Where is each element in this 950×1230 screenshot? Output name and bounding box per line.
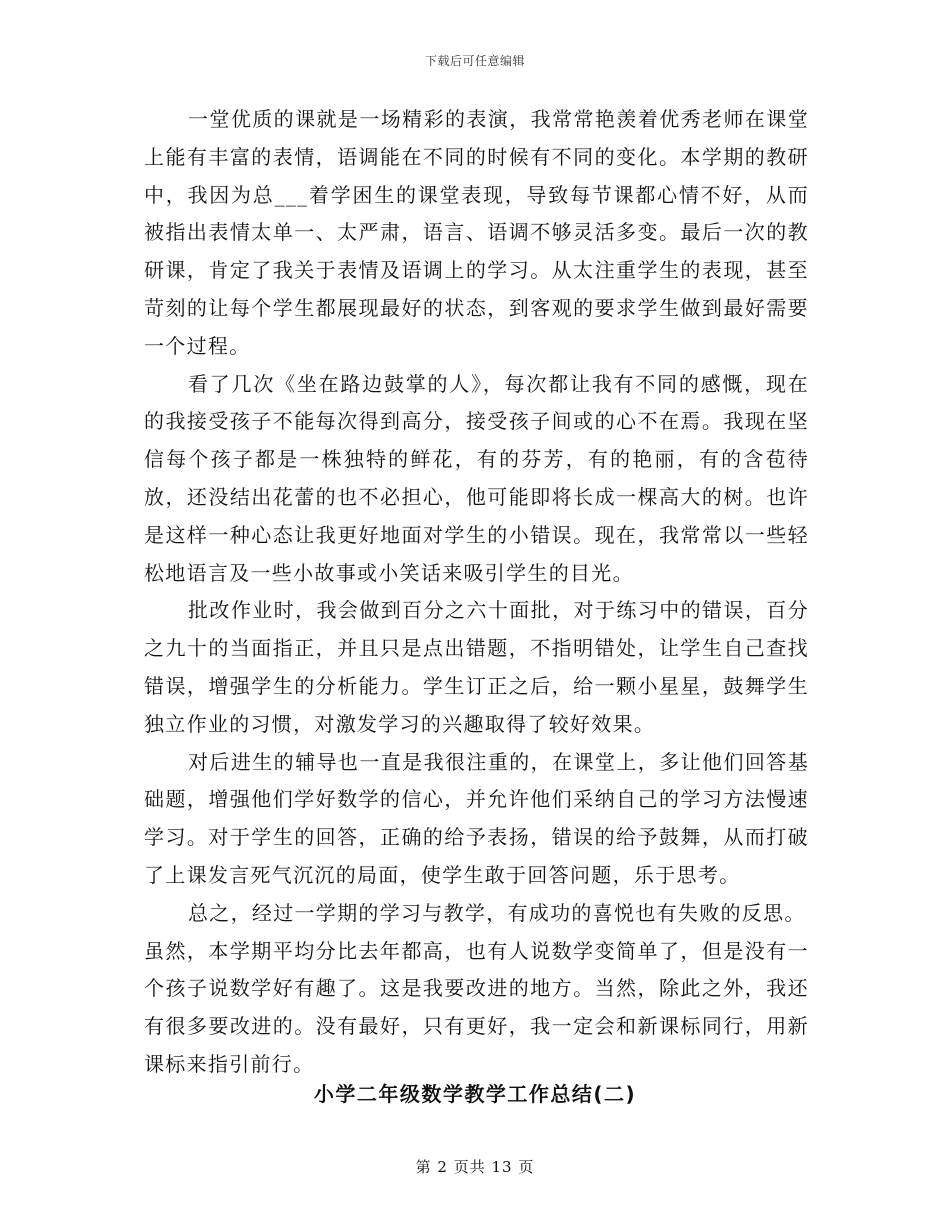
document-body — [144, 101, 809, 1084]
paragraph-mindset: 看了几次《坐在路边鼓掌的人》，每次都让我有不同的感慨，现在的我接受孩子不能每次得到高分，接受孩子间或的心不在焉。我现在坚信每个孩子都是一株独特的鲜花，有的芬芳，有的艳丽，有的含苞待放，还没结出花蕾的也不必担心，他可能即将长成一棵高大的树。也许是这样一种心态让我更好地面对学生的小错误。现在，我常常以一些轻松地语言及一些小故事或小笑话来吸引学生的目光。 — [144, 371, 809, 585]
paragraph-improvement: 虽然，本学期平均分比去年都高，也有人说数学变简单了，但是没有一个孩子说数学好有趣了。这是我要改进的地方。当然，除此之外，我还有很多要改进的。没有最好，只有更好，我一定会和新课标同行，用新课标来指引前行。 — [144, 938, 809, 1076]
section-title: 小学二年级数学教学工作总结(二) — [313, 1082, 637, 1106]
paragraph-expression: 一堂优质的课就是一场精彩的表演，我常常艳羡着优秀老师在课堂上能有丰富的表情，语调能在不同的时候有不同的变化。本学期的教研中，我因为总___着学困生的课堂表现，导致每节课都心情不好，从而被指出表情太单一、太严肃，语言、语调不够灵活多变。最后一次的教研课，肯定了我关于表情及语调上的学习。从太注重学生的表现，甚至苛刻的让每个学生都展现最好的状态，到客观的要求学生做到最好需要一个过程。 — [144, 107, 809, 358]
page-number: 第 2 页共 13 页 — [415, 1158, 535, 1176]
page-header-note: 下载后可任意编辑 — [424, 54, 525, 68]
paragraph-homework: 批改作业时，我会做到百分之六十面批，对于练习中的错误，百分之九十的当面指正，并且只是点出错题，不指明错处，让学生自己查找错误，增强学生的分析能力。学生订正之后，给一颗小星星，鼓舞学生独立作业的习惯，对激发学习的兴趣取得了较好效果。 — [144, 598, 809, 736]
paragraph-summary: 总之，经过一学期的学习与教学，有成功的喜悦也有失败的反思。 — [188, 900, 806, 925]
paragraph-struggling-students: 对后进生的辅导也一直是我很注重的，在课堂上，多让他们回答基础题，增强他们学好数学的信心，并允许他们采纳自己的学习方法慢速学习。对于学生的回答，正确的给予表扬，错误的给予鼓舞，从而打破了上课发言死气沉沉的局面，使学生敢于回答问题，乐于思考。 — [144, 749, 809, 887]
